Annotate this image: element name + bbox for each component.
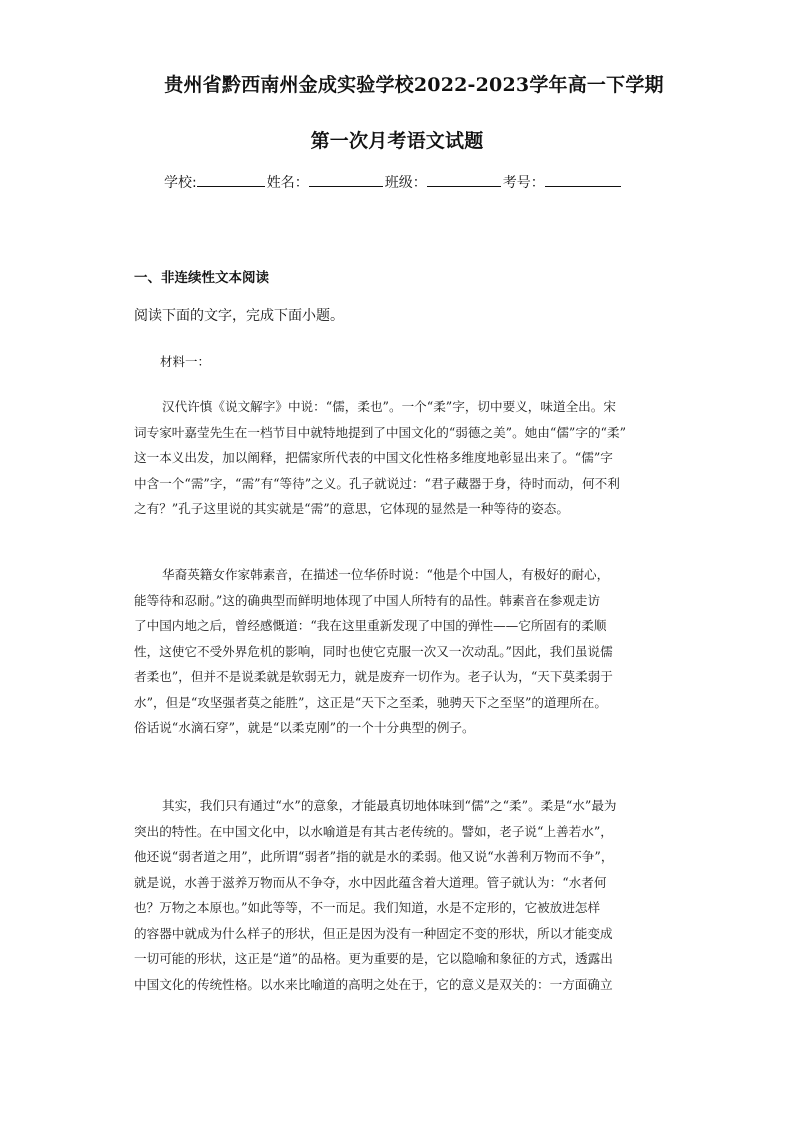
paragraph-line: 他还说“弱者道之用”，此所谓“弱者”指的就是水的柔弱。他又说“水善利万物而不争”，: [134, 849, 614, 864]
paragraph-line: 的容器中就成为什么样子的形状，但正是因为没有一种固定不变的形状，所以才能变成: [134, 925, 613, 941]
section-heading: 一、非连续性文本阅读: [134, 270, 269, 286]
student-info-row: [164, 172, 623, 192]
paragraph-line: 其实，我们只有通过“水”的意象，才能最真切地体味到“儒”之“柔”。柔是“水”最为: [162, 798, 617, 813]
name-blank[interactable]: [309, 172, 383, 187]
paragraph-line: 能等待和忍耐。”这的确典型而鲜明地体现了中国人所特有的品性。韩素音在参观走访: [134, 592, 601, 608]
reading-instruction: 阅读下面的文字，完成下面小题。: [134, 308, 344, 324]
paragraph-line: 词专家叶嘉莹先生在一档节目中就特地提到了中国文化的“弱德之美”。她由“儒”字的“柔”: [134, 424, 627, 440]
paragraph-line: 华裔英籍女作家韩素音，在描述一位华侨时说：“他是个中国人，有极好的耐心，: [162, 567, 610, 582]
paragraph-line: 这一本义出发，加以阐释，把儒家所代表的中国文化性格多维度地彰显出来了。“儒”字: [134, 450, 613, 465]
class-blank[interactable]: [427, 172, 501, 187]
school-label: 学校:: [164, 175, 197, 191]
name-label: 姓名：: [266, 175, 309, 191]
paragraph-line: 者柔也”，但并不是说柔就是软弱无力，就是废弃一切作为。老子认为，“天下莫柔弱于: [134, 669, 613, 684]
paragraph-2: [134, 562, 660, 741]
exam-title-line-2: 第一次月考语文试题: [310, 130, 484, 152]
paragraph-line: 了中国内地之后，曾经感慨道：“我在这里重新发现了中国的弹性——它所固有的柔顺: [134, 618, 607, 633]
paragraph-line: 之有？”孔子这里说的其实就是“需”的意思，它体现的显然是一种等待的姿态。: [134, 501, 569, 516]
paragraph-line: 一切可能的形状，这正是“道”的品格。更为重要的是，它以隐喻和象征的方式，透露出: [134, 951, 613, 966]
paragraph-line: 中国文化的传统性格。以水来比喻道的高明之处在于，它的意义是双关的：一方面确立: [134, 976, 613, 992]
paragraph-3: [134, 793, 660, 997]
class-label: 班级：: [384, 175, 427, 191]
paragraph-line: 水”，但是“攻坚强者莫之能胜”，这正是“天下之至柔，驰骋天下之至坚”的道理所在。: [134, 694, 607, 710]
paragraph-line: 就是说，水善于滋养万物而从不争夺，水中因此蕴含着大道理。管子就认为：“水者何: [134, 874, 607, 890]
exam-number-label: 考号：: [502, 175, 545, 191]
paragraph-line: 也？万物之本原也。”如此等等，不一而足。我们知道，水是不定形的，它被放进怎样: [134, 900, 601, 915]
paragraph-line: 中含一个“需”字，“需”有“等待”之义。孔子就说过：“君子藏器于身，待时而动，何不利: [134, 475, 620, 491]
paragraph-1: [134, 394, 660, 522]
exam-title-line-1: 贵州省黔西南州金成实验学校2022-2023学年高一下学期: [164, 74, 664, 96]
paragraph-line: 俗话说“水滴石穿”，就是“以柔克刚”的一个十分典型的例子。: [134, 720, 475, 735]
school-blank[interactable]: [197, 172, 265, 187]
paragraph-line: 突出的特性。在中国文化中，以水喻道是有其古老传统的。譬如，老子说“上善若水”，: [134, 823, 613, 839]
paragraph-line: 汉代许慎《说文解字》中说：“儒，柔也”。一个“柔”字，切中要义，味道全出。宋: [162, 399, 616, 414]
paragraph-line: 性，这使它不受外界危机的影响，同时也使它克服一次又一次动乱。”因此，我们虽说儒: [134, 643, 613, 659]
material-label: 材料一：: [160, 354, 211, 369]
exam-number-blank[interactable]: [545, 172, 621, 187]
